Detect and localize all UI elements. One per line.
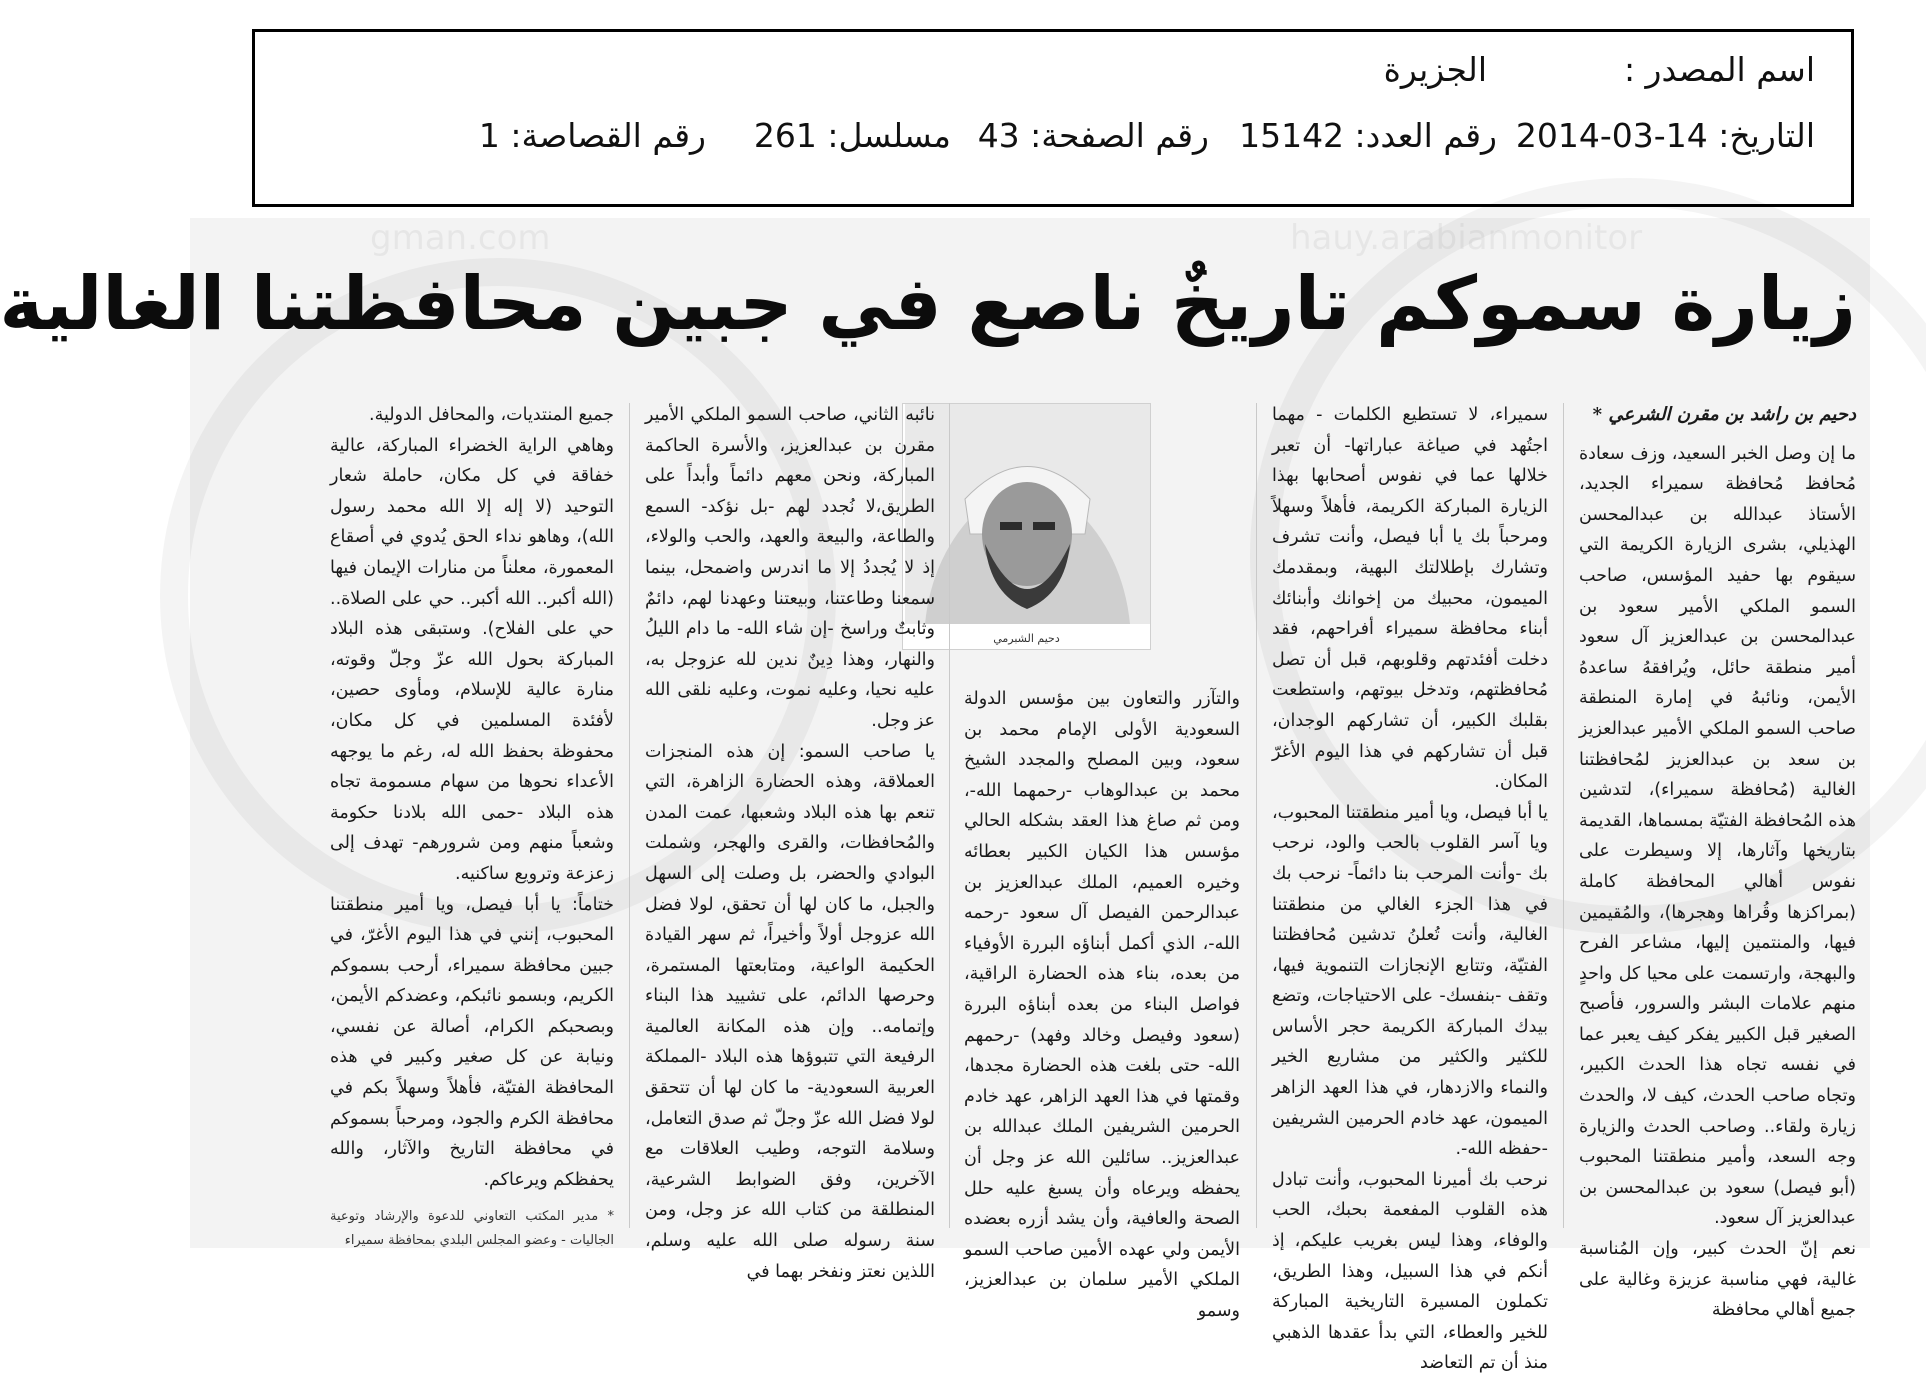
column-divider bbox=[1256, 403, 1257, 1228]
column-2-text: سميراء، لا تستطيع الكلمات - مهما اجتُهد في صياغة عباراتها- أن تعبر خلالها عما في نفوس أصحابها بهذا الزيارة المباركة الكريمة، فأهلاً وسهلاً ومرحباً بك يا أبا فيصل، وأنت تشرف وتشارك بإطلالتك البهية، وبمقدمك الميمون، محبيك من إخوانك وأبنائك أبناء محافظة سميراء أفراحهم، فقد دخلت أفئدتهم وقلوبهم، قبل أن تصل مُحافظتهم، وتدخل بيوتهم، واستطعت بقلبك الكبير، أن تشاركهم الوجدان، قبل أن تشاركهم في هذا اليوم الأغرّ المكان. يا أبا فيصل، ويا أمير منطقتنا المحبوب، ويا آسر القلوب بالحب والود، نرحب بك -وأنت المرحب بنا دائماً- نرحب بك في هذا الجزء الغالي من منطقتنا الغالية، وأنت تُعلنُ تدشين مُحافظتنا الفتيّة، وتتابع الإنجازات التنموية فيها، وتقف -بنفسك- على الاحتياجات، وتضع بيدك المباركة الكريمة حجر الأساس للكثير والكثير من مشاريع الخير والنماء والازدهار، في هذا العهد الزاهر الميمون، عهد خادم الحرمين الشريفين -حفظه الله-. نرحب بك أميرنا المحبوب، وأنت تبادل هذه القلوب المفعمة بحبك، الحب والوفاء، وهذا ليس بغريب عليكم، إذ أنكم في هذا السبيل، وهذا الطريق، تكملون المسيرة التاريخية المباركة للخير والعطاء، التي بدأ عقدها الذهبي منذ أن تم التعاضد bbox=[1271, 405, 1548, 1374]
watermark-text-right: hauy.arabianmonitor bbox=[1290, 218, 1643, 258]
column-divider bbox=[949, 403, 950, 1228]
serial-number: مسلسل: 261 bbox=[753, 116, 951, 155]
date-field: التاريخ: 14-03-2014 bbox=[1515, 116, 1815, 155]
column-1-text: ما إن وصل الخبر السعيد، وزف سعادة مُحافظ مُحافظة سميراء الجديد، الأستاذ عبدالله بن عبدالمحسن الهذيلي، بشرى الزيارة الكريمة التي سيقوم بها حفيد المؤسس، صاحب السمو الملكي الأمير سعود بن عبدالمحسن بن عبدالعزيز آل سعود أمير منطقة حائل، ويُرافقهُ ساعدهُ الأيمن، ونائبهُ في إمارة المنطقة صاحب السمو الملكي الأمير عبدالعزيز بن سعد بن عبدالعزيز لمُحافظتنا الغالية (مُحافظة سميراء)، لتدشين هذه المُحافظة الفتيّة بمسماها، القديمة بتاريخها وآثارها، إلا وسيطرت على نفوس أهالي المحافظة كاملة (بمراكزها وقُراها وهجرها)، والمُقيمين فيها، والمنتمين إليها، مشاعر الفرح والبهجة، وارتسمت على محيا كل واحدٍ منهم علامات البشر والسرور، فأصبح الصغير قبل الكبير يفكر كيف يعبر عما في نفسه تجاه هذا الحدث الكبير، وتجاه صاحب الحدث، كيف لا، والحدث زيارة ولقاء.. وصاحب الحدث والزيارة وجه السعد، وأمير منطقتنا المحبوب (أبو فيصل) سعود بن عبدالمحسن بن عبدالعزيز آل سعود. نعم إنّ الحدث كبير، وإن المُناسبة غالية، فهي مناسبة عزيزة وغالية على جميع أهالي محافظة bbox=[1579, 443, 1856, 1321]
column-5-text: جميع المنتديات، والمحافل الدولية. وهاهي الراية الخضراء المباركة، عالية خفاقة في كل مكان، حاملة شعار التوحيد (لا إله إلا الله محمد رسول الله)، وهاهو نداء الحق يُدوي في أصقاع المعمورة، معلناً من منارات الإيمان فيها (الله أكبر.. الله أكبر.. حي على الصلاة.. حي على الفلاح). وستبقى هذه البلاد المباركة بحول الله عزّ وجلّ وقوته، منارة عالية للإسلام، ومأوى حصين، لأفئدة المسلمين في كل مكان، محفوظة بحفظ الله له، رغم ما يوجهه الأعداء نحوها من سهام مسمومة تجاه هذه البلاد -حمى الله بلادنا حكومة وشعباً منهم ومن شرورهم- تهدف إلى زعزعة وترويع ساكنيه. ختاماً: يا أبا فيصل، ويا أمير منطقتنا المحبوب، إنني في هذا اليوم الأغرّ، في جبين محافظة سميراء، أرحب بسموكم الكريم، وبسمو نائبكم، وعضدكم الأيمن، وبصحبكم الكرام، أصالة عن نفسي، ونيابة عن كل صغير وكبير في هذه المحافظة الفتيّة، فأهلاً وسهلاً بكم في محافظة الكرم والجود، ومرحباً بسموكم في محافظة التاريخ والآثار، والله يحفظكم ويرعاكم. bbox=[330, 405, 614, 1190]
column-3-text: والتآزر والتعاون بين مؤسس الدولة السعودية الأولى الإمام محمد بن سعود، وبين المصلح والمجدد الشيخ محمد بن عبدالوهاب -رحمهما الله-، ومن ثم صاغ هذا العقد بشكله الحالي مؤسس هذا الكيان الكبير بعطائه وخيره العميم، الملك عبدالعزيز بن عبدالرحمن الفيصل آل سعود -رحمه الله-، الذي أكمل أبناؤه البررة الأوفياء من بعده، بناء هذه الحضارة الراقية، فواصل البناء من بعده أبناؤه البررة (سعود وفيصل وخالد وفهد) -رحمهم الله- حتى بلغت هذه الحضارة مجدها، وقمتها في هذا العهد الزاهر، عهد خادم الحرمين الشريفين الملك عبدالله بن عبدالعزيز.. سائلين الله عز وجل أن يحفظه ويرعاه وأن يسبغ عليه حلل الصحة والعافية، وأن يشد أزره بعضده الأيمن ولي عهده الأمين صاحب السمو الملكي الأمير سلمان بن عبدالعزيز، وسمو bbox=[964, 689, 1240, 1321]
newspaper-clipping bbox=[0, 218, 1870, 1374]
article-column-4 bbox=[645, 400, 935, 1282]
author-signature: * مدير المكتب التعاوني للدعوة والإرشاد وتوعية الجاليات - وعضو المجلس البلدي بمحافظة سميراء bbox=[330, 1209, 614, 1249]
article-column-5 bbox=[330, 400, 614, 1249]
column-4-text: نائبه الثاني، صاحب السمو الملكي الأمير مقرن بن عبدالعزيز، والأسرة الحاكمة المباركة، ونحن معهم دائماً وأبداً على الطريق،لا نُجدد لهم -بل نؤكد- السمع والطاعة، والبيعة والعهد، والحب والولاء، إذ لا يُجددُ إلا ما اندرس واضمحل، بينما سمعنا وطاعتنا، وبيعتنا وعهدنا لهم، دائمٌ وثابتٌ وراسخ -إن شاء الله- ما دام الليلُ والنهار، وهذا دِينٌ ندين لله عزوجل به، عليه نحيا، وعليه نموت، وعليه نلقى الله عز وجل. يا صاحب السمو: إن هذه المنجزات العملاقة، وهذه الحضارة الزاهرة، التي تنعم بها هذه البلاد وشعبها، عمت المدن والمُحافظات، والقرى والهجر، وشملت البوادي والحضر، بل وصلت إلى السهل والجبل، ما كان لها أن تحقق، لولا فضل الله عزوجل أولاً وأخيراً، ثم سهر القيادة الحكيمة الواعية، ومتابعتها المستمرة، وحرصها الدائم، على تشييد هذا البناء وإتمامه.. وإن هذه المكانة العالمية الرفيعة التي تتبوؤها هذه البلاد -المملكة العربية السعودية- ما كان لها أن تتحقق لولا فضل الله عزّ وجلّ ثم صدق التعامل، وسلامة التوجه، وطيب العلاقات مع الآخرين، وفق الضوابط الشرعية، المنطلقة من كتاب الله عز وجل، ومن سنة رسوله صلى الله عليه وسلم، اللذين نعتز ونفخر بهما في bbox=[645, 405, 935, 1282]
article-column-3 bbox=[964, 684, 1240, 1321]
article-column-2 bbox=[1271, 400, 1548, 1374]
article-headline: زيارة سموكم تاريخٌ ناصع في جبين محافظتنا الغالية bbox=[0, 261, 1856, 347]
author-portrait-image bbox=[905, 404, 1150, 624]
article-author: دحيم بن راشد بن مقرن الشرعي * bbox=[1592, 404, 1856, 425]
page-number: رقم الصفحة: 43 bbox=[977, 116, 1209, 155]
author-photo bbox=[902, 403, 1151, 650]
photo-caption: دحيم الشبرمي bbox=[993, 632, 1060, 645]
clip-number: رقم القصاصة: 1 bbox=[478, 116, 706, 155]
watermark-text-left: gman.com bbox=[370, 218, 551, 258]
article-column-1 bbox=[1579, 400, 1856, 1321]
column-divider bbox=[1563, 403, 1564, 1228]
issue-number: رقم العدد: 15142 bbox=[1239, 116, 1497, 155]
column-divider bbox=[629, 403, 630, 1228]
source-value: الجزيرة bbox=[1383, 50, 1487, 89]
source-label: اسم المصدر : bbox=[1623, 50, 1815, 89]
